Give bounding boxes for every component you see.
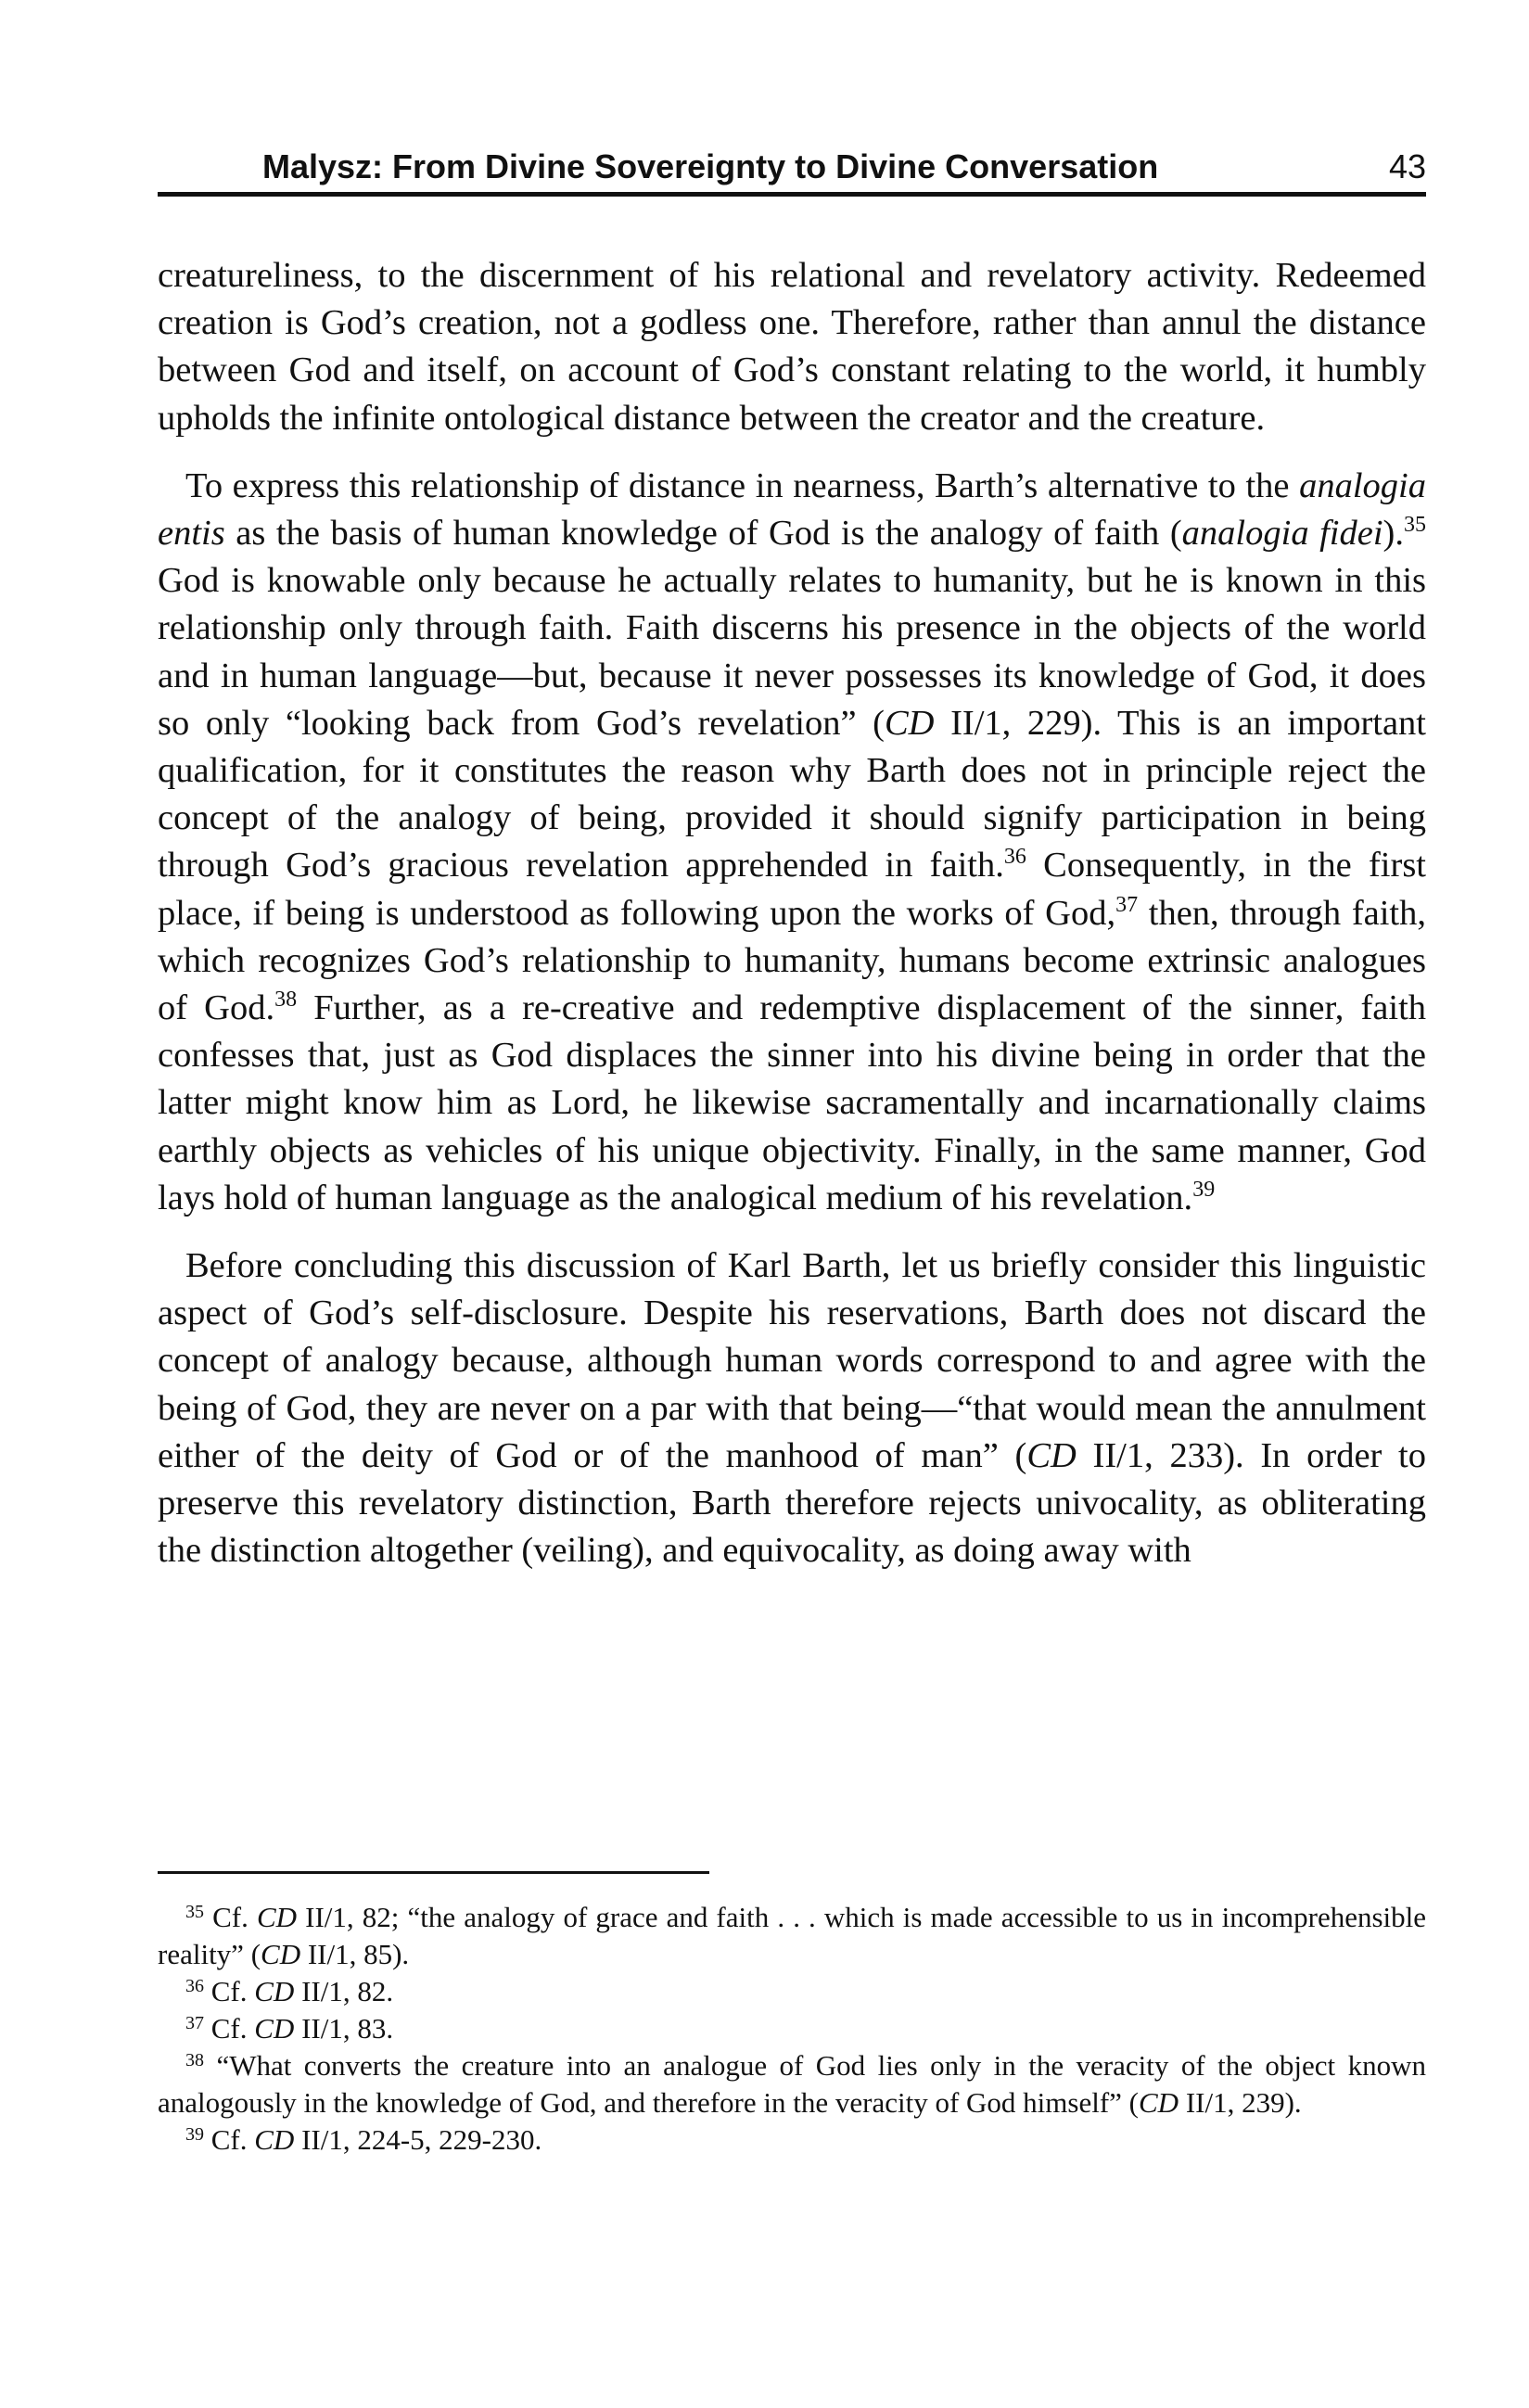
header-rule xyxy=(158,192,1426,197)
text-run: II/1, 82; “the analogy of grace and faith . . . which is made accessible to us in incomprehensible reality” ( xyxy=(158,1901,1427,1970)
footnote-number: 36 xyxy=(185,1976,204,1996)
text-run: II/1, 229). This is an important qualification, for it constitutes the reason why Barth does not in principle reject the concept of the analogy of being, provided it should signify participation in being through God’s gracious revelation apprehended in faith. xyxy=(158,703,1426,885)
italic-term: CD xyxy=(1026,1435,1077,1475)
text-run: Cf. xyxy=(204,2123,255,2156)
footnote-ref-39[interactable]: 39 xyxy=(1192,1177,1216,1202)
text-run: Before concluding this discussion of Karl Barth, let us briefly consider this linguistic aspect of God’s self-disclosure. Despite his reservations, Barth does not discard the concept of analogy because, although human words correspond to and agree with the being of God, they are never on a par with that being—“that would mean the annulment either of the deity of God or of the manhood of man” ( xyxy=(158,1246,1426,1475)
text-run: ). xyxy=(1382,514,1404,554)
body-text xyxy=(158,252,1426,1574)
text-run: II/1, 224-5, 229-230. xyxy=(294,2123,542,2156)
text-run: as the basis of human knowledge of God is the analogy of faith ( xyxy=(224,514,1182,554)
footnote-38 xyxy=(158,2047,1426,2121)
footnote-ref-36[interactable]: 36 xyxy=(1003,845,1026,870)
italic-term: analogia entis xyxy=(158,465,1426,554)
running-title: Malysz: From Divine Sovereignty to Divine Conversation xyxy=(262,147,1159,185)
italic-term: CD xyxy=(254,1975,295,2007)
page-number: 43 xyxy=(1388,147,1426,185)
footnote-35 xyxy=(158,1899,1426,1973)
footnote-ref-35[interactable]: 35 xyxy=(1404,513,1426,538)
text-run: II/1, 85). xyxy=(300,1938,410,1970)
italic-term: CD xyxy=(254,2012,295,2045)
text-run: creatureliness, to the discernment of his relational and revelatory activity. Redeemed creation is God’s creation, not a godless one. Therefore, rather than annul the distance between God and itself, on account of God’s constant relating to the world, it humbly upholds the infinite ontological distance between the creator and the creature. xyxy=(158,256,1426,438)
text-run: Further, as a re-creative and redemptive displacement of the sinner, faith confesses that, just as God displaces the sinner into his divine being in order that the latter might know him as Lord, he likewise sacramentally and incarnationally claims earthly objects as vehicles of his unique objectivity. Finally, in the same manner, God lays hold of human language as the analogical medium of his revelation. xyxy=(158,988,1427,1217)
italic-term: CD xyxy=(254,2123,295,2156)
footnote-number: 39 xyxy=(185,2124,204,2145)
text-run: To express this relationship of distance in nearness, Barth’s alternative to the xyxy=(185,465,1300,505)
paragraph-1 xyxy=(158,252,1426,442)
text-run: Cf. xyxy=(204,1975,255,2007)
footnote-number: 38 xyxy=(185,2050,204,2070)
text-run: Cf. xyxy=(204,2012,255,2045)
italic-term: analogia fidei xyxy=(1181,514,1383,554)
text-run: then, through faith, which recognizes God’s relationship to humanity, humans become extrinsic analogues of God. xyxy=(158,893,1426,1028)
italic-term: CD xyxy=(1138,2086,1179,2119)
footnote-ref-37[interactable]: 37 xyxy=(1115,892,1139,917)
text-run: “What converts the creature into an analogue of God lies only in the veracity of the object known analogously in the knowledge of God, and therefore in the veracity of God himself” ( xyxy=(158,2049,1426,2119)
text-run: II/1, 83. xyxy=(294,2012,394,2045)
text-run: II/1, 233). In order to preserve this revelatory distinction, Barth therefore rejects univocality, as obliterating the distinction altogether (veiling), and equivocality, as doing away with xyxy=(158,1435,1427,1571)
text-run: Consequently, in the first place, if being is understood as following upon the works of God, xyxy=(158,846,1426,933)
italic-term: CD xyxy=(256,1901,298,1933)
italic-term: CD xyxy=(261,1938,301,1970)
footnote-number: 35 xyxy=(185,1902,204,1922)
paragraph-3 xyxy=(158,1242,1426,1574)
footnote-39 xyxy=(158,2121,1426,2159)
footnote-rule xyxy=(158,1871,709,1874)
footnote-36 xyxy=(158,1973,1426,2010)
italic-term: CD xyxy=(885,703,935,743)
paragraph-2 xyxy=(158,463,1426,1222)
footnote-37 xyxy=(158,2010,1426,2047)
footnote-ref-38[interactable]: 38 xyxy=(274,987,298,1013)
footnote-number: 37 xyxy=(185,2013,204,2033)
text-run: Cf. xyxy=(204,1901,257,1933)
footnotes xyxy=(158,1899,1426,2159)
text-run: God is knowable only because he actually relates to humanity, but he is known in this relationship only through faith. Faith discerns his presence in the objects of the world and in human language—but, because it never possesses its knowledge of God, it does so only “looking back from God’s revelation” ( xyxy=(158,561,1426,743)
text-run: II/1, 82. xyxy=(294,1975,394,2007)
text-run: II/1, 239). xyxy=(1179,2086,1302,2119)
